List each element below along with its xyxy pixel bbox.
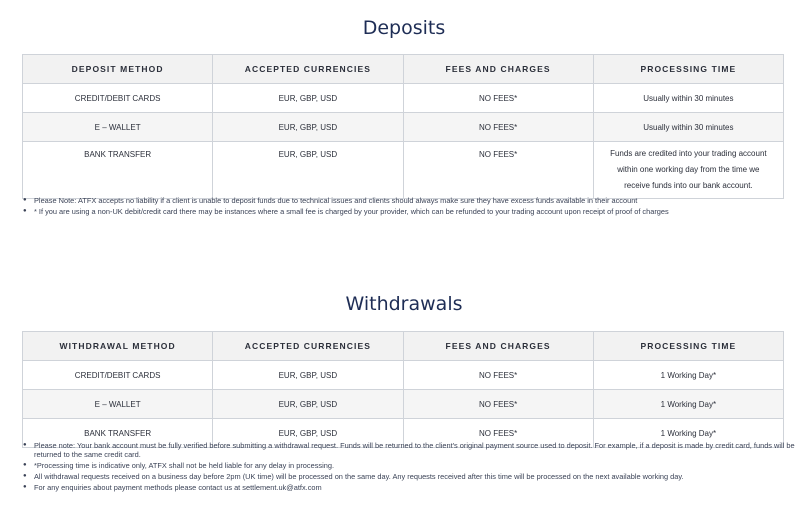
- cell-method: E – WALLET: [23, 390, 213, 419]
- column-header-fees-and-charges: FEES AND CHARGES: [403, 332, 593, 361]
- cell-currencies: EUR, GBP, USD: [213, 113, 403, 142]
- cell-processing-time: Usually within 30 minutes: [593, 113, 783, 142]
- cell-fees: NO FEES*: [403, 113, 593, 142]
- table-row: [23, 390, 784, 419]
- table-row: [23, 142, 784, 199]
- note-item: ● * If you are using a non-UK debit/credit card there may be instances where a small fee is charged by your provider, which can be refunded to your trading account upon receipt of proof of charges: [34, 207, 796, 216]
- cell-currencies: EUR, GBP, USD: [213, 142, 403, 199]
- column-header-accepted-currencies: ACCEPTED CURRENCIES: [213, 55, 403, 84]
- note-item: ● *Processing time is indicative only, ATFX shall not be held liable for any delay in processing.: [34, 461, 796, 470]
- cell-processing-time: 1 Working Day*: [593, 419, 783, 448]
- cell-processing-time: Usually within 30 minutes: [593, 84, 783, 113]
- table-row: [23, 84, 784, 113]
- column-header-accepted-currencies: ACCEPTED CURRENCIES: [213, 332, 403, 361]
- cell-currencies: EUR, GBP, USD: [213, 390, 403, 419]
- column-header-deposit-method: DEPOSIT METHOD: [23, 55, 213, 84]
- cell-fees: NO FEES*: [403, 142, 593, 199]
- column-header-withdrawal-method: WITHDRAWAL METHOD: [23, 332, 213, 361]
- cell-method: E – WALLET: [23, 113, 213, 142]
- deposits-table: [22, 54, 784, 199]
- cell-method: BANK TRANSFER: [23, 142, 213, 199]
- column-header-fees-and-charges: FEES AND CHARGES: [403, 55, 593, 84]
- withdrawals-notes: [22, 441, 796, 494]
- column-header-processing-time: PROCESSING TIME: [593, 332, 783, 361]
- table-header-row: [23, 332, 784, 361]
- note-item: ● All withdrawal requests received on a business day before 2pm (UK time) will be processed on the same day. Any requests received after this time will be processed on the next available working day.: [34, 472, 796, 481]
- cell-currencies: EUR, GBP, USD: [213, 419, 403, 448]
- note-item: ● Please Note: ATFX accepts no liability if a client is unable to deposit funds due to technical issues and clients should always make sure they have excess funds available in their account: [34, 196, 796, 205]
- withdrawals-title: Withdrawals: [345, 293, 463, 315]
- deposits-title: Deposits: [362, 17, 446, 39]
- column-header-processing-time: PROCESSING TIME: [593, 55, 783, 84]
- cell-processing-time: Funds are credited into your trading account within one working day from the time we receive funds into our bank account.: [593, 142, 783, 199]
- table-row: [23, 113, 784, 142]
- table-row: [23, 361, 784, 390]
- cell-fees: NO FEES*: [403, 419, 593, 448]
- cell-fees: NO FEES*: [403, 84, 593, 113]
- cell-method: CREDIT/DEBIT CARDS: [23, 361, 213, 390]
- deposits-notes: [22, 196, 796, 218]
- cell-fees: NO FEES*: [403, 361, 593, 390]
- note-item: ● For any enquiries about payment methods please contact us at settlement.uk@atfx.com: [34, 483, 796, 492]
- withdrawals-table: [22, 331, 784, 448]
- note-item: ● Please note: Your bank account must be fully verified before submitting a withdrawal request. Funds will be returned to the client's original payment source used to deposit. For example, if a deposit is made by credit card, funds will be returned to the same credit card.: [34, 441, 796, 460]
- cell-method: CREDIT/DEBIT CARDS: [23, 84, 213, 113]
- cell-currencies: EUR, GBP, USD: [213, 361, 403, 390]
- cell-currencies: EUR, GBP, USD: [213, 84, 403, 113]
- cell-fees: NO FEES*: [403, 390, 593, 419]
- table-header-row: [23, 55, 784, 84]
- cell-processing-time: 1 Working Day*: [593, 361, 783, 390]
- cell-processing-time: 1 Working Day*: [593, 390, 783, 419]
- cell-method: BANK TRANSFER: [23, 419, 213, 448]
